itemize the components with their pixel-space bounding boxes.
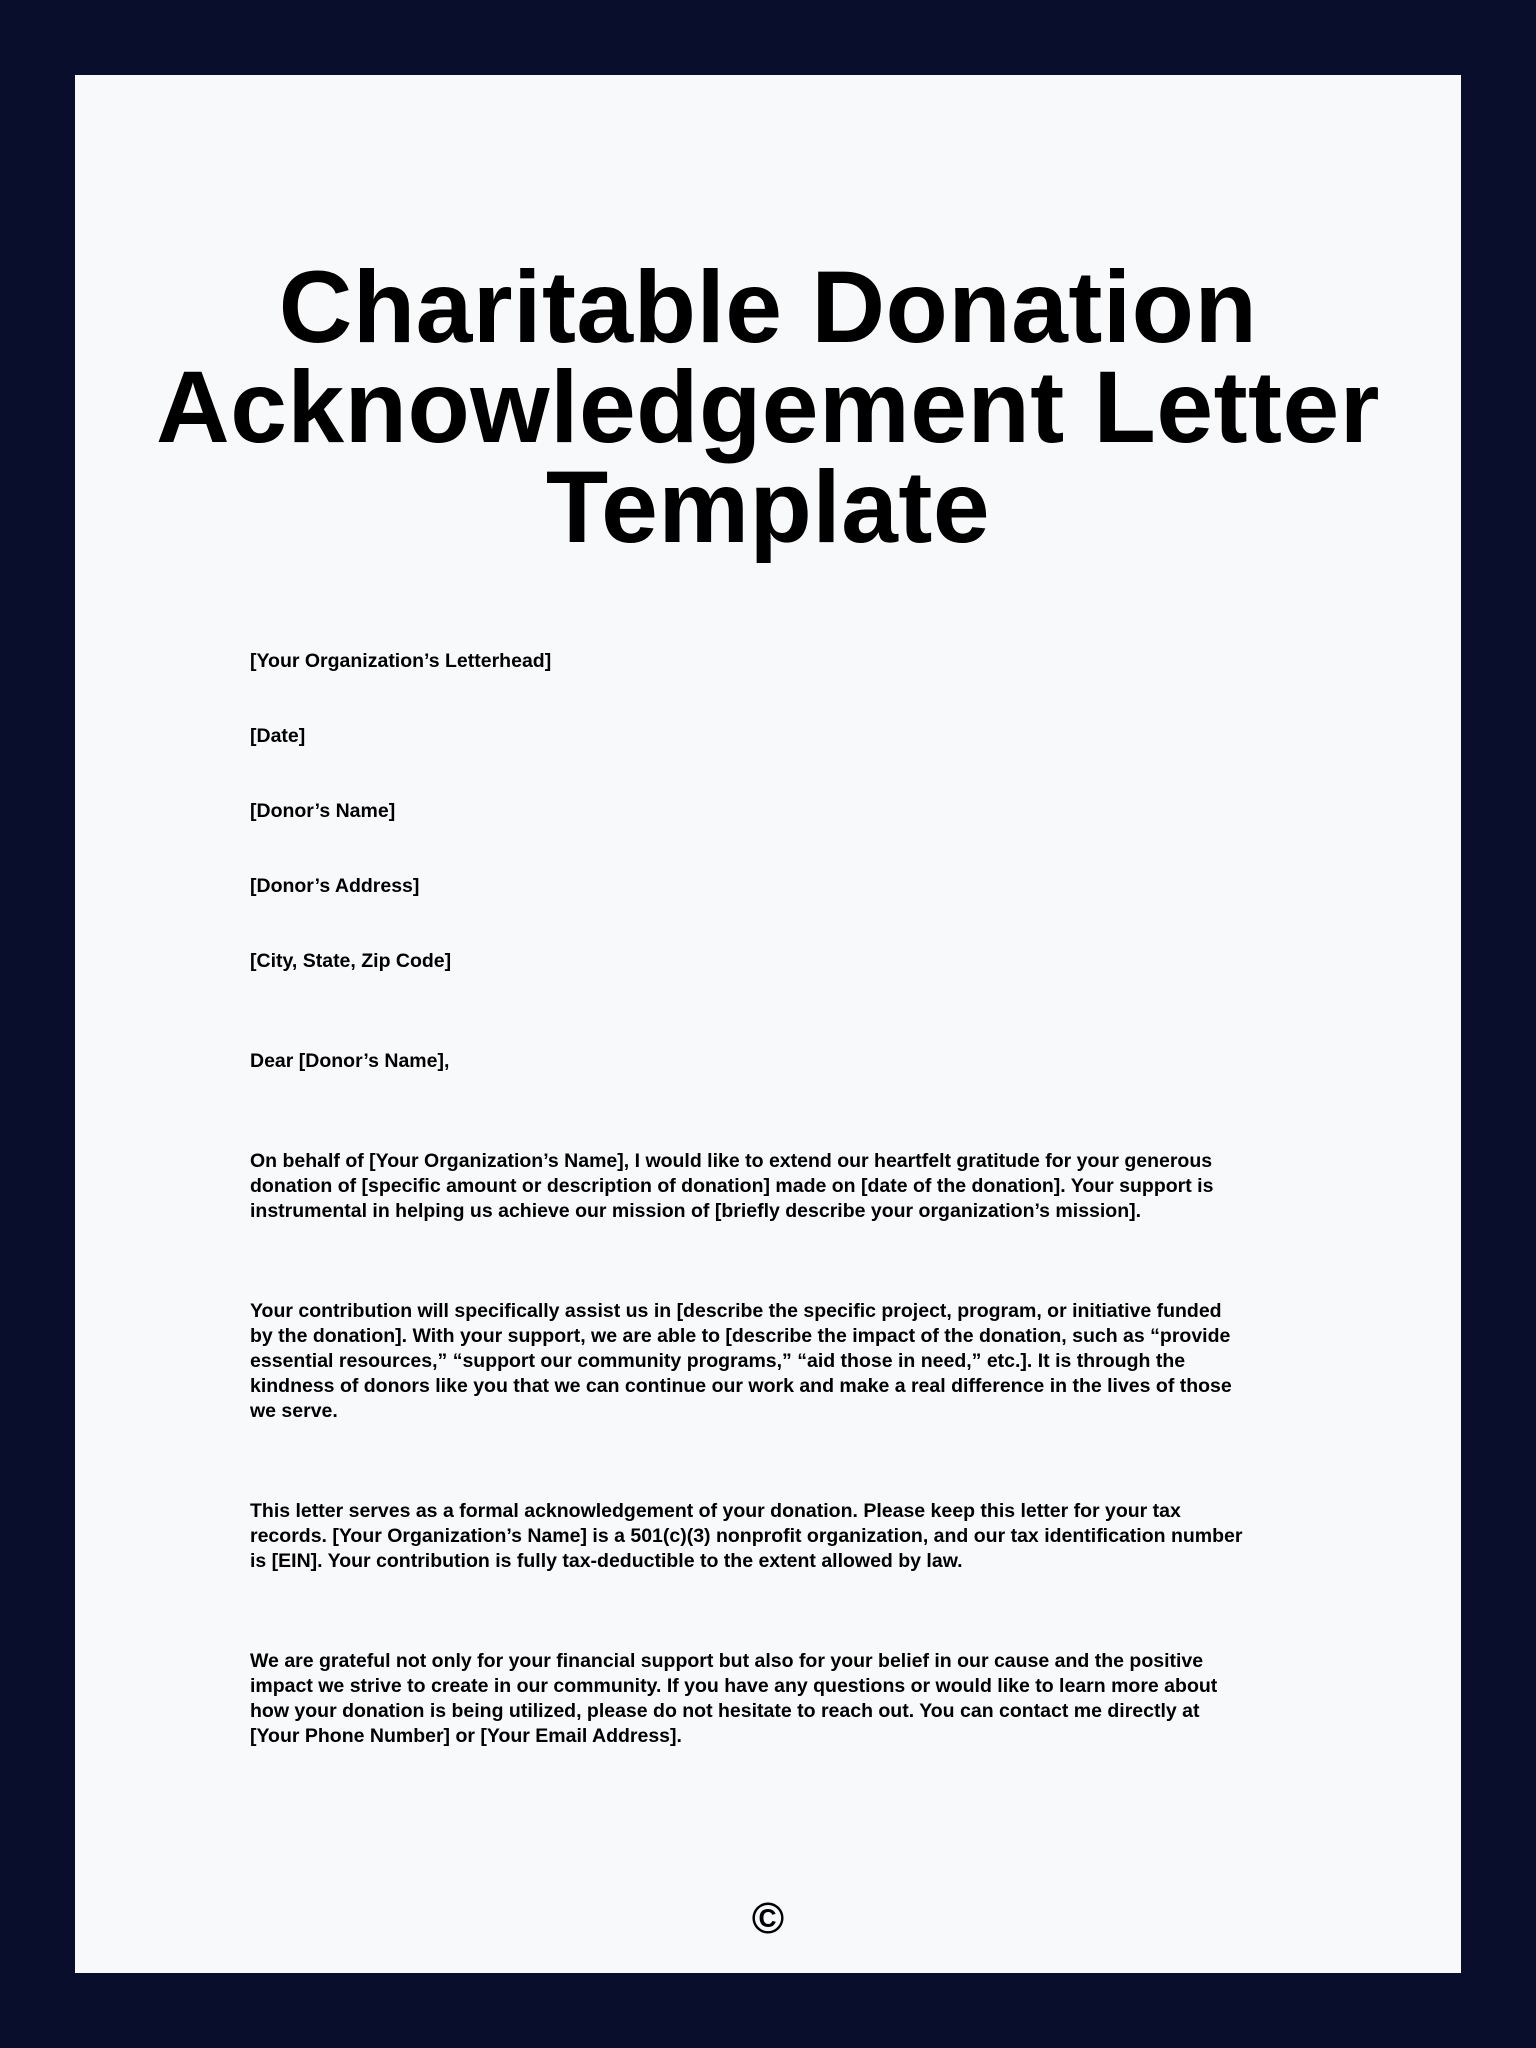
paragraph-line: This letter serves as a formal acknowledgement of your donation. Please keep this letter for your tax bbox=[250, 1500, 1181, 1522]
donor-address-placeholder: [Donor’s Address] bbox=[250, 875, 420, 897]
title-line-3: Template bbox=[545, 450, 991, 564]
paragraph-gratitude bbox=[250, 1149, 1310, 1224]
paragraph-line: is [EIN]. Your contribution is fully tax-deductible to the extent allowed by law. bbox=[250, 1550, 963, 1572]
paragraph-line: donation of [specific amount or description of donation] made on [date of the donation]. Your support is bbox=[250, 1175, 1214, 1197]
paragraph-line: Your contribution will specifically assist us in [describe the specific project, program, or initiative funded bbox=[250, 1300, 1222, 1322]
letterhead-placeholder: [Your Organization’s Letterhead] bbox=[250, 650, 552, 672]
paragraph-line: [Your Phone Number] or [Your Email Address]. bbox=[250, 1725, 682, 1747]
paragraph-line: essential resources,” “support our community programs,” “aid those in need,” etc.]. It is through the bbox=[250, 1350, 1186, 1372]
paragraph-tax-acknowledgement bbox=[250, 1499, 1310, 1574]
paragraph-line: kindness of donors like you that we can continue our work and make a real difference in the lives of those bbox=[250, 1375, 1232, 1397]
date-placeholder: [Date] bbox=[250, 725, 306, 747]
paragraph-line: We are grateful not only for your financial support but also for your belief in our cause and the positive bbox=[250, 1650, 1204, 1672]
donor-name-placeholder: [Donor’s Name] bbox=[250, 800, 396, 822]
title-line-2: Acknowledgement Letter bbox=[156, 350, 1380, 464]
paragraph-line: by the donation]. With your support, we are able to [describe the impact of the donation, such as “provide bbox=[250, 1325, 1231, 1347]
paragraph-line: we serve. bbox=[250, 1400, 338, 1422]
city-state-zip-placeholder: [City, State, Zip Code] bbox=[250, 950, 452, 972]
document-title bbox=[75, 250, 1461, 564]
paragraph-line: records. [Your Organization’s Name] is a 501(c)(3) nonprofit organization, and our tax identification number bbox=[250, 1525, 1243, 1547]
copyright-icon: © bbox=[751, 1894, 785, 1943]
salutation: Dear [Donor’s Name], bbox=[250, 1050, 450, 1072]
paragraph-closing bbox=[250, 1649, 1310, 1749]
paragraph-line: how your donation is being utilized, please do not hesitate to reach out. You can contact me directly at bbox=[250, 1700, 1200, 1722]
letter-page bbox=[75, 75, 1461, 1973]
paragraph-line: impact we strive to create in our community. If you have any questions or would like to learn more about bbox=[250, 1675, 1218, 1697]
paragraph-line: instrumental in helping us achieve our mission of [briefly describe your organization’s mission]. bbox=[250, 1200, 1142, 1222]
paragraph-impact bbox=[250, 1299, 1310, 1424]
title-line-1: Charitable Donation bbox=[278, 250, 1258, 364]
paragraph-line: On behalf of [Your Organization’s Name], I would like to extend our heartfelt gratitude for your generous bbox=[250, 1150, 1213, 1172]
